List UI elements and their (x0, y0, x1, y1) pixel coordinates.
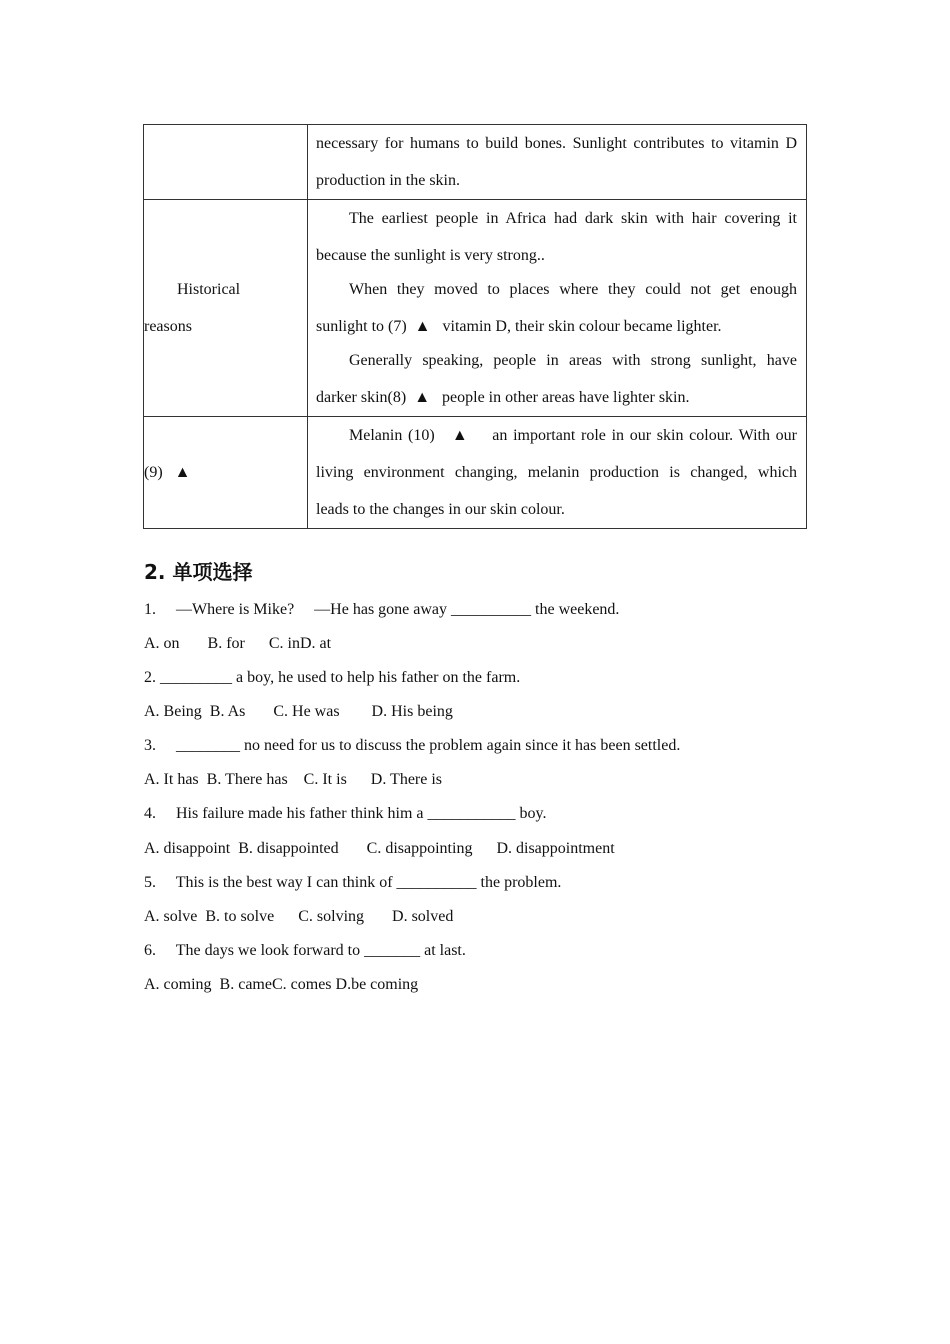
section-title: 2. 单项选择 (144, 560, 253, 584)
text-line: Generally speaking, people in areas with strong sunlight, have (349, 352, 797, 369)
options-1: A. on B. for C. inD. at (144, 635, 332, 652)
table-cell-text (308, 200, 807, 417)
options-2: A. Being B. As C. He was D. His being (144, 703, 453, 720)
text-line: When they moved to places where they could not get enough (349, 281, 797, 298)
skin-colour-table (143, 124, 807, 529)
row-label-line: reasons (144, 318, 192, 335)
text-line: darker skin(8) ▲ people in other areas have lighter skin. (316, 389, 690, 406)
table-row (144, 200, 807, 417)
table-cell-text (308, 417, 807, 529)
options-6: A. coming B. cameC. comes D.be coming (144, 976, 419, 993)
text-line: production in the skin. (316, 172, 460, 189)
question-4: 4. His failure made his father think him a ___________ boy. (144, 805, 547, 822)
question-6: 6. The days we look forward to _______ at last. (144, 942, 466, 959)
options-3: A. It has B. There has C. It is D. There is (144, 771, 443, 788)
options-4: A. disappoint B. disappointed C. disappointing D. disappointment (144, 840, 615, 857)
question-2: 2. _________ a boy, he used to help his father on the farm. (144, 669, 521, 686)
table-cell-empty (144, 125, 308, 200)
text-line: sunlight to (7) ▲ vitamin D, their skin colour became lighter. (316, 318, 722, 335)
text-line: The earliest people in Africa had dark skin with hair covering it (349, 210, 797, 227)
question-1: 1. —Where is Mike? —He has gone away __________ the weekend. (144, 601, 620, 618)
text-line: living environment changing, melanin production is changed, which (316, 464, 797, 481)
options-5: A. solve B. to solve C. solving D. solved (144, 908, 454, 925)
table-row (144, 125, 807, 200)
table-cell-text (308, 125, 807, 200)
text-line: because the sunlight is very strong.. (316, 247, 545, 264)
row-label-line: Historical (177, 281, 241, 298)
question-5: 5. This is the best way I can think of __________ the problem. (144, 874, 562, 891)
text-line: necessary for humans to build bones. Sunlight contributes to vitamin D (316, 135, 797, 152)
text-line: Melanin (10) ▲ an important role in our skin colour. With our (349, 427, 797, 444)
text-line: leads to the changes in our skin colour. (316, 501, 565, 518)
question-3: 3. ________ no need for us to discuss the problem again since it has been settled. (144, 737, 681, 754)
table-row (144, 417, 807, 529)
table-cell-label (144, 200, 308, 417)
table-cell-label: (9) ▲ (144, 417, 308, 529)
